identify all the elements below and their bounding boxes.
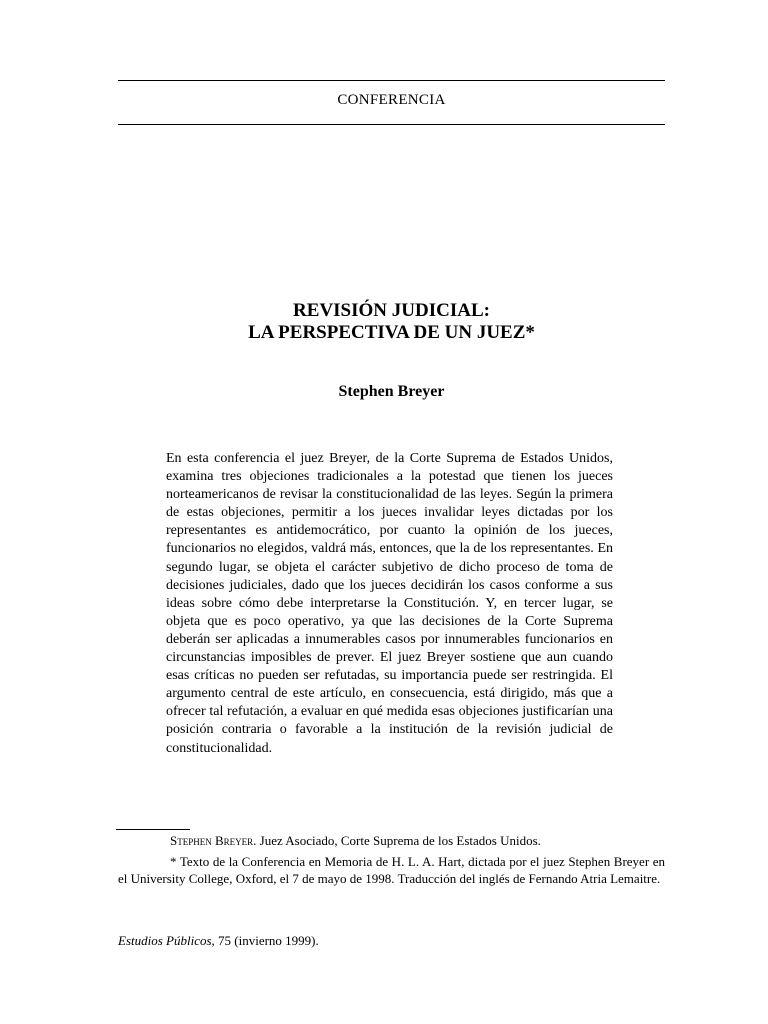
journal-name: Estudios Públicos, xyxy=(118,933,215,948)
title-line-2: LA PERSPECTIVA DE UN JUEZ* xyxy=(248,322,535,343)
author-name: Stephen Breyer xyxy=(338,383,445,400)
footnote-note: * Texto de la Conferencia en Memoria de H. L. A. Hart, dictada por el juez Stephen Breyer en el University College, Oxford, el 7 de mayo de 1998. Traducción del inglés de Fernando Atria Lemaitre. xyxy=(118,854,665,886)
footnote-author-name: Stephen Breyer xyxy=(170,833,254,848)
footnote-author-affiliation: . Juez Asociado, Corte Suprema de los Estados Unidos. xyxy=(253,833,541,848)
footnote-rule xyxy=(116,829,190,830)
footnote-author xyxy=(118,833,665,849)
abstract: En esta conferencia el juez Breyer, de la Corte Suprema de Estados Unidos, examina tres objeciones tradicionales a la potestad que tienen los jueces norteamericanos de revisar la constitucionalidad de las leyes. Según la primera de estas objeciones, permitir a los jueces invalidar leyes dictadas por los representantes es antidemocrático, por cuanto la opinión de los jueces, funcionarios no elegidos, valdrá más, entonces, que la de los representantes. En segundo lugar, se objeta el carácter subjetivo de dicho proceso de toma de decisiones judiciales, dado que los jueces decidirán los casos conforme a sus ideas sobre cómo debe interpretarse la Constitución. Y, en tercer lugar, se objeta que es poco operativo, ya que las decisiones de la Corte Suprema deberán ser aplicadas a innumerables casos por innumerables funcionarios en circunstancias imposibles de prever. El juez Breyer sostiene que aun cuando esas críticas no pueden ser refutadas, su importancia puede ser restringida. El argumento central de este artículo, en consecuencia, está dirigido, más que a ofrecer tal refutación, a evaluar en qué medida esas objeciones justificarían una posición contraria o favorable a la institución de la revisión judicial de constitucionalidad. xyxy=(166,451,613,756)
article-title xyxy=(118,300,665,344)
header-rule-bottom xyxy=(118,124,665,125)
journal-citation xyxy=(118,933,319,949)
journal-issue: 75 (invierno 1999). xyxy=(214,933,319,948)
section-label: CONFERENCIA xyxy=(337,92,446,108)
header-rule-top xyxy=(118,80,665,81)
title-line-1: REVISIÓN JUDICIAL: xyxy=(293,300,490,321)
